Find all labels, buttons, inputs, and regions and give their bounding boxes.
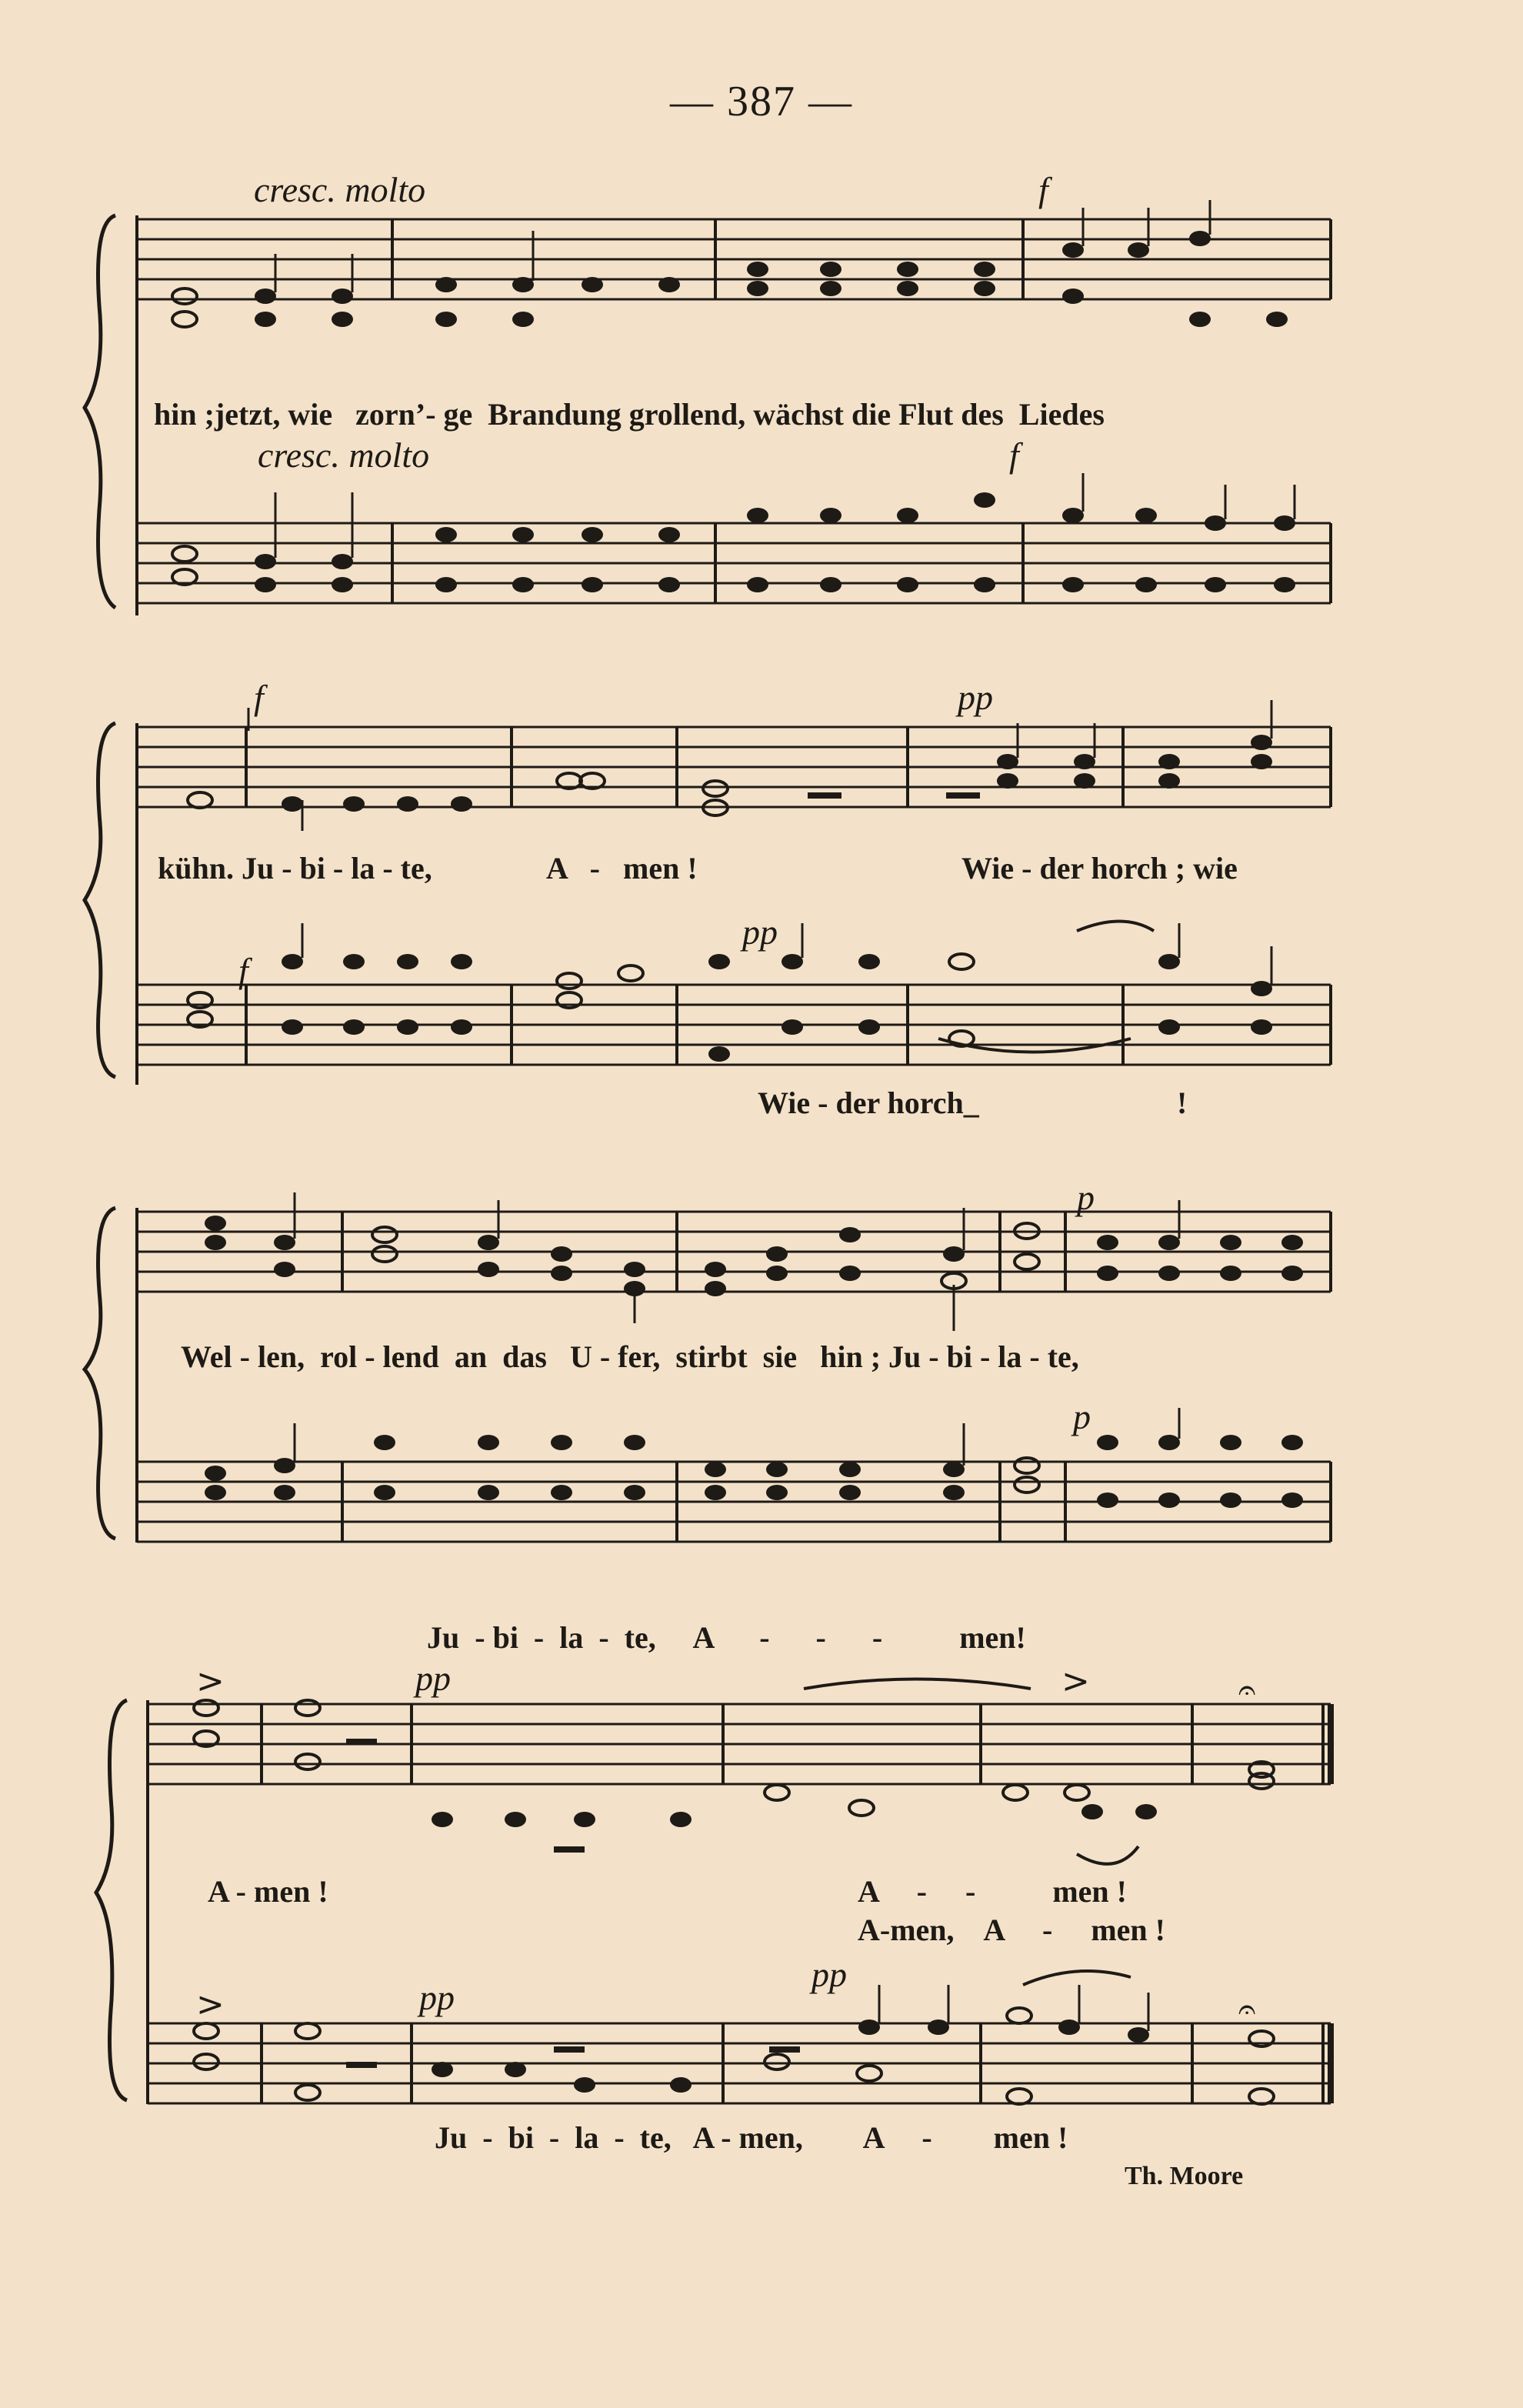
upper-staff-lines <box>137 1212 1331 1292</box>
lyrics-system-4-amen: A - men ! <box>208 1874 328 1909</box>
dynamic-piano: p <box>1077 1178 1095 1217</box>
lyrics-system-2b: A - men ! <box>546 851 698 885</box>
dynamic-forte: f <box>254 678 264 717</box>
lyrics-system-1: hin ;jetzt, wie zorn’- ge Brandung grollend, wächst die Flut des Liedes <box>154 397 1105 432</box>
lyrics-system-4-amen2: A - - men ! <box>858 1874 1127 1909</box>
dynamic-cresc-molto-top: cresc. molto <box>254 170 426 209</box>
lyrics-system-3: Wel - len, rol - lend an das U - fer, stirbt sie hin ; Ju - bi - la - te, <box>181 1339 1079 1374</box>
lower-notes <box>172 473 1295 592</box>
dynamic-forte-bottom: f <box>1009 435 1019 475</box>
lower-notes <box>188 922 1272 1062</box>
dynamic-cresc-molto-bottom: cresc. molto <box>258 435 430 475</box>
dynamic-piano-bottom: p <box>1073 1397 1091 1436</box>
svg-text:>: > <box>1061 1662 1090 1701</box>
upper-staff-lines <box>148 1704 1331 1784</box>
dynamic-pianissimo-bottom: pp <box>419 1978 455 2017</box>
lyrics-system-2c: Wie - der horch ; wie <box>961 851 1238 885</box>
svg-text:𝄐: 𝄐 <box>1238 1992 1256 2027</box>
lyrics-system-2-bottom: Wie - der horch_ <box>758 1086 979 1120</box>
upper-staff-lines <box>137 219 1331 299</box>
lyrics-system-4-bottom: Ju - bi - la - te, A - men, A - men ! <box>435 2120 1068 2155</box>
dynamic-pianissimo-bottom: pp <box>742 912 778 952</box>
upper-notes <box>194 1662 1274 1864</box>
dynamic-pianissimo-bottom-2: pp <box>811 1955 847 1994</box>
staff-system-2 <box>0 677 1523 1108</box>
composer-attribution: Th. Moore <box>1125 2162 1244 2190</box>
lyrics-system-2-bottom-end: ! <box>1177 1086 1188 1120</box>
upper-staff-lines <box>137 727 1331 807</box>
dynamic-forte-top: f <box>1038 170 1048 209</box>
lower-staff-lines <box>148 2023 1331 2103</box>
dynamic-pianissimo: pp <box>415 1659 451 1698</box>
music-system-4 <box>0 1616 1523 2170</box>
lyrics-system-4-amen3: A-men, A - men ! <box>858 1913 1165 1947</box>
upper-notes <box>205 1192 1303 1331</box>
dynamic-pianissimo: pp <box>958 678 993 717</box>
system-brace <box>85 215 115 608</box>
lower-staff-lines <box>137 1462 1331 1542</box>
svg-text:𝄐: 𝄐 <box>1238 1673 1256 1708</box>
page-number: — 387 — <box>670 78 853 125</box>
lower-staff-lines <box>137 985 1331 1065</box>
svg-text:>: > <box>196 1662 225 1701</box>
dynamic-forte-bottom: f <box>238 951 248 990</box>
lower-notes <box>205 1408 1303 1508</box>
upper-notes <box>188 700 1272 831</box>
music-system-2 <box>0 677 1523 1120</box>
music-system-3 <box>0 1177 1523 1562</box>
music-system-1 <box>0 170 1523 639</box>
lyrics-system-2a: kühn. Ju - bi - la - te, <box>158 851 432 885</box>
lyrics-system-4-top: Ju - bi - la - te, A - - - men! <box>427 1620 1026 1655</box>
svg-text:>: > <box>196 1985 225 2024</box>
